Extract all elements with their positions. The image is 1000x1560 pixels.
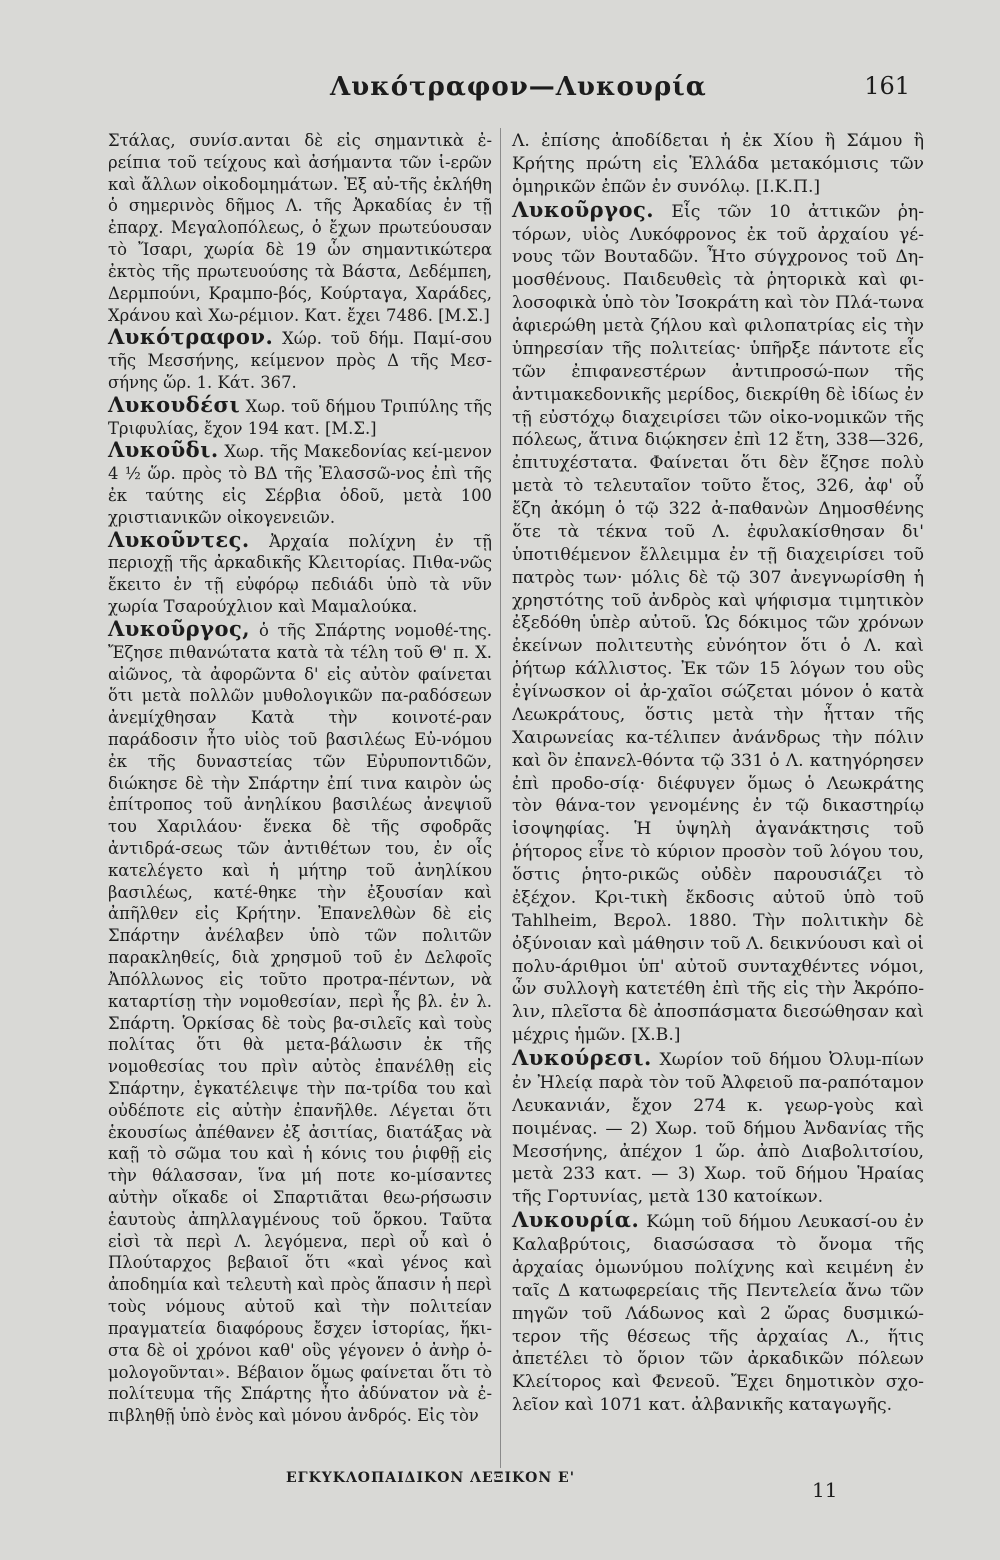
entry [512,128,924,199]
entry [512,1047,924,1209]
signature-mark: ΕΓΚΥΚΛΟΠΑΙΔΙΚΟΝ ΛΕΞΙΚΟΝ Ε' [286,1470,575,1486]
running-title: Λυκότραφον—Λυκουρία [330,72,707,102]
entry [108,326,492,393]
sheet-number: 11 [812,1478,838,1502]
entry [108,128,492,326]
entry [108,439,492,528]
entry [512,196,925,1047]
entry [108,526,492,618]
entry-text: Ἀρχαία πολίχνη ἐν τῇ περιοχῇ τῆς ἀρκαδικῆς Κλειτορίας. Πιθα-νῶς ἔκειτο ἐν τῇ εὐφόρῳ πεδιάδι ὑπὸ τὰ νῦν χωρία Τσαρούχλιον καὶ Μαμαλούκα. [108,531,492,617]
entry [512,1209,924,1417]
headword: Λυκότραφον. [108,324,274,350]
entry-text: Κώμη τοῦ δήμου Λευκασί-ου ἐν Καλαβρύτοις, διασώσασα τὸ ὄνομα τῆς ἀρχαίας ὁμωνύμου πολίχνης καὶ κειμένη ἐν ταῖς Δ κατωφερείαις τῆς Πεντελεία ἄνω τῶν πηγῶν τοῦ Λάδωνος καὶ 2 ὥρας δυσμικώ-τερον τῆς θέσεως τῆς ἀρχαίας Λ., ἥτις ἀπετέλει τὸ ὅριον τῶν ἀρκαδικῶν πόλεων Κλείτορος καὶ Φενεοῦ. Ἔχει δημοτικὸν σχο-λεῖον καὶ 1071 κατ. ἀλβανικῆς καταγωγῆς. [512,1212,924,1416]
entry-text: Χώρ. τοῦ δήμ. Παμί-σου τῆς Μεσσήνης, κείμενον πρὸς Δ τῆς Μεσ-σήνης ὥρ. 1. Κάτ. 367. [108,329,492,392]
left-column [108,128,492,1427]
page-header [0,72,1000,108]
entry-text: Στάλας, συνίσ.ανται δὲ εἰς σημαντικὰ ἐ-ρείπια τοῦ τείχους καὶ ἀσήμαντα τῶν ἱ-ερῶν καὶ ἄλλων οἰκοδομημάτων. Ἐξ αὐ-τῆς ἐκλήθη ὁ σημερινὸς δῆμος Λ. τῆς Ἀρκαδίας ἐν τῇ ἐπαρχ. Μεγαλοπόλεως, ὁ ἔχων πρωτεύουσαν τὸ Ἴσαρι, χωρία δὲ 19 ὧν σημαντικώτερα ἐκτὸς τῆς πρωτευούσης τὰ Βάστα, Δεδέμπεη, Δερμπούνι, Κραμπο-βός, Κούρταγα, Χαράδες, Χράνου καὶ Χω-ρέμιον. Κατ. ἔχει 7486. [Μ.Σ.] [108,131,492,325]
entry [108,391,493,440]
entry-text: ὁ τῆς Σπάρτης νομοθέ-της. Ἔζησε πιθανώτατα κατὰ τὰ τέλη τοῦ Θ' π. Χ. αἰῶνος, τὰ ἀφορῶντα δ' εἰς αὐτὸν φαίνεται ὅτι μετὰ πολλῶν μυθολογικῶν πα-ραδόσεων ἀνεμίχθησαν Κατὰ τὴν κοινοτέ-ραν παράδοσιν ἦτο υἱὸς τοῦ βασιλέως Εὐ-νόμου ἐκ τῆς δυναστείας τῶν Εὐρυποντιδῶν, διώκησε δὲ τὴν Σπάρτην ἐπί τινα καιρὸν ὡς ἐπίτροπος τοῦ ἀνηλίκου βασιλέως ἀνεψιοῦ του Χαριλάου· ἕνεκα δὲ τῆς σφοδρᾶς ἀντιδρά-σεως τῶν ἀντιθέτων του, ἐν οἷς κατελέγετο καὶ ἡ μήτηρ τοῦ ἀνηλίκου βασιλέως, κατέ-θηκε τὴν ἐξουσίαν καὶ ἀπῆλθεν εἰς Κρήτην. Ἐπανελθὼν δὲ εἰς Σπάρτην ἀνέλαβεν ὑπὸ τῶν πολιτῶν παρακληθείς, διὰ χρησμοῦ τοῦ ἐν Δελφοῖς Ἀπόλλωνος εἰς τοῦτο προτρα-πέντων, νὰ καταρτίσῃ τὴν νομοθεσίαν, περὶ ἧς βλ. ἐν λ. Σπάρτη. Ὁρκίσας δὲ τοὺς βα-σιλεῖς καὶ τοὺς πολίτας ὅτι θὰ μετα-βάλωσιν ἐκ τῆς νομοθεσίας του πρὶν αὐτὸς ἐπανέλθῃ εἰς Σπάρτην, ἐγκατέλειψε τὴν πα-τρίδα του καὶ οὐδέποτε εἰς αὐτὴν ἐπανῆλθε. Λέγεται ὅτι ἑκουσίως ἀπέθανεν ἐξ ἀσιτίας, διατάξας νὰ καῇ τὸ σῶμα του καὶ ἡ κόνις του ῥιφθῇ εἰς τὴν θάλασσαν, ἵνα μή ποτε κο-μίσαντες αὐτὴν οἴκαδε οἱ Σπαρτιᾶται θεω-ρήσωσιν ἑαυτοὺς ἀπηλλαγμένους τοῦ ὅρκου. Ταῦτα εἰσὶ τὰ περὶ Λ. λεγόμενα, περὶ οὗ καὶ ὁ Πλούταρχος βεβαιοῖ ὅτι «καὶ γένος καὶ ἀποδημία καὶ τελευτὴ καὶ πρὸς ἅπασιν ἡ περὶ τοὺς νόμους αὐτοῦ καὶ τὴν πολιτείαν πραγματεία διαφόρους ἔσχεν ἱστορίας, ἥκι-στα δὲ οἱ χρόνοι καθ' οὓς γέγονεν ὁ ἀνὴρ ὁ-μολογοῦνται». Βέβαιον ὅμως φαίνεται ὅτι τὸ πολίτευμα τῆς Σπάρτης ἦτο ἀδύνατον νὰ ἐ-πιβληθῇ ὑπὸ ἑνὸς καὶ μόνου ἀνδρός. Εἰς τὸν [108,620,492,1426]
entry-text: Εἷς τῶν 10 ἀττικῶν ῥη-τόρων, υἱὸς Λυκόφρονος ἐκ τοῦ ἀρχαίου γέ-νους τῶν Βουταδῶν. Ἦτο σύγχρονος τοῦ Δη-μοσθένους. Παιδευθεὶς τὰ ῥητορικὰ καὶ φι-λοσοφικὰ ὑπὸ τὸν Ἰσοκράτη καὶ τὸν Πλά-τωνα ἀφιερώθη μετὰ ζήλου καὶ φιλοπατρίας εἰς τὴν ὑπηρεσίαν τῆς πολιτείας· ὑπῆρξε πάντοτε εἷς τῶν ἐπιφανεστέρων ἀντιπροσώ-πων τῆς ἀντιμακεδονικῆς μερίδος, διεκρίθη δὲ ἰδίως ἐν τῇ εὐστόχῳ διαχειρίσει τῶν οἰκο-νομικῶν τῆς πόλεως, ἅτινα διῴκησεν ἐπὶ 12 ἔτη, 338—326, ἐπιτυχέστατα. Φαίνεται ὅτι δὲν ἔζησε πολὺ μετὰ τὸ τελευταῖον τοῦτο ἔτος, 326, ἀφ' οὗ ἔζη ἀκόμη ὁ τῷ 322 ἀ-παθανὼν Δημοσθένης ὅτε τὰ τέκνα τοῦ Λ. ἐφυλακίσθησαν δι' ὑποτιθέμενον ἔλλειμμα ἐν τῇ διαχειρίσει τοῦ πατρὸς των· μόλις δὲ τῷ 307 ἀνεγνωρίσθη ἡ χρηστότης τοῦ ἀνδρὸς καὶ ψήφισμα τιμητικὸν ἐξεδόθη ὑπὲρ αὐτοῦ. Ὡς δόκιμος τῶν χρόνων ἐκείνων πολιτευτὴς εὐνόητον ὅτι ὁ Λ. καὶ ῥήτωρ κάλλιστος. Ἐκ τῶν 15 λόγων του οὓς ἐγίνωσκον οἱ ἀρ-χαῖοι σώζεται μόνον ὁ κατὰ Λεωκράτους, ὅστις μετὰ τὴν ἧτταν τῆς Χαιρωνείας κα-τέλιπεν ἀνάνδρως τὴν πόλιν καὶ ὃν ἐπανελ-θόντα τῷ 331 ὁ Λ. κατηγόρησεν ἐπὶ προδο-σίᾳ· διέφυγεν ὅμως ὁ Λεωκράτης τὸν θάνα-τον γενομένης ἐν τῷ δικαστηρίῳ ἰσοψηφίας. Ἡ ὑψηλὴ ἀγανάκτησις τοῦ ῥήτορος εἶνε τὸ κύριον προσὸν τοῦ λόγου του, ὅστις ῥητο-ρικῶς οὐδὲν παρουσιάζει τὸ ἐξέχον. Κρι-τικὴ ἔκδοσις αὐτοῦ ὑπὸ τοῦ Tahlheim, Βερολ. 1880. Τὴν πολιτικὴν δὲ ὀξύνοιαν καὶ μάθησιν τοῦ Λ. δεικνύουσι καὶ οἱ πολυ-άριθμοι ὑπ' αὐτοῦ συνταχθέντες νόμοι, ὧν συλλογὴ κατετέθη ἐπὶ τῆς εἰς τὴν Ἀκρόπο-λιν, πλεῖστα δὲ ἀποσπάσματα διεσώθησαν καὶ μέχρις ἡμῶν. [Χ.Β.] [512,201,925,1046]
headword: Λυκούρεσι. [512,1045,652,1070]
entry-text: Χωρ. τοῦ δήμου Τριπύλης τῆς Τριφυλίας, ἔχον 194 κατ. [Μ.Σ.] [108,396,493,438]
entry [108,615,492,1427]
right-column [512,128,924,1417]
headword: Λυκουρία. [512,1207,640,1233]
entry-text: Χωρ. τῆς Μακεδονίας κεί-μενον 4 ½ ὥρ. πρὸς τὸ ΒΔ τῆς Ἐλασσῶ-νος ἐπὶ τῆς ἐκ ταύτης εἰς Σέρβια ὁδοῦ, μετὰ 100 χριστιανικῶν οἰκογενειῶν. [108,442,492,527]
entry-text: Χωρίον τοῦ δήμου Ὀλυμ-πίων ἐν Ἠλείᾳ παρὰ τὸν τοῦ Ἀλφειοῦ πα-ραπόταμον Λευκανιάν, ἔχον 274 κ. γεωρ-γοὺς καὶ ποιμένας. — 2) Χωρ. τοῦ δήμου Ἀνδανίας τῆς Μεσσήνης, ἀπέχον 1 ὥρ. ἀπὸ Διαβολιτσίου, μετὰ 233 κατ. — 3) Χωρ. τοῦ δήμου Ἡραίας τῆς Γορτυνίας, μετὰ 130 κατοίκων. [512,1050,925,1208]
headword: Λυκοῦδι. [108,437,219,463]
headword: Λυκουδέσι [108,391,241,417]
entry-text: Λ. ἐπίσης ἀποδίδεται ἡ ἐκ Χίου ἢ Σάμου ἢ Κρήτης πρώτη εἰς Ἑλλάδα μετακόμισις τῶν ὁμηρικῶν ἐπῶν ἐν συνόλῳ. [Ι.Κ.Π.] [512,131,924,197]
headword: Λυκοῦργος, [108,615,251,641]
column-divider [500,128,501,1468]
page-number: 161 [864,72,910,100]
headword: Λυκοῦργος. [512,196,655,222]
headword: Λυκοῦντες. [108,526,250,552]
